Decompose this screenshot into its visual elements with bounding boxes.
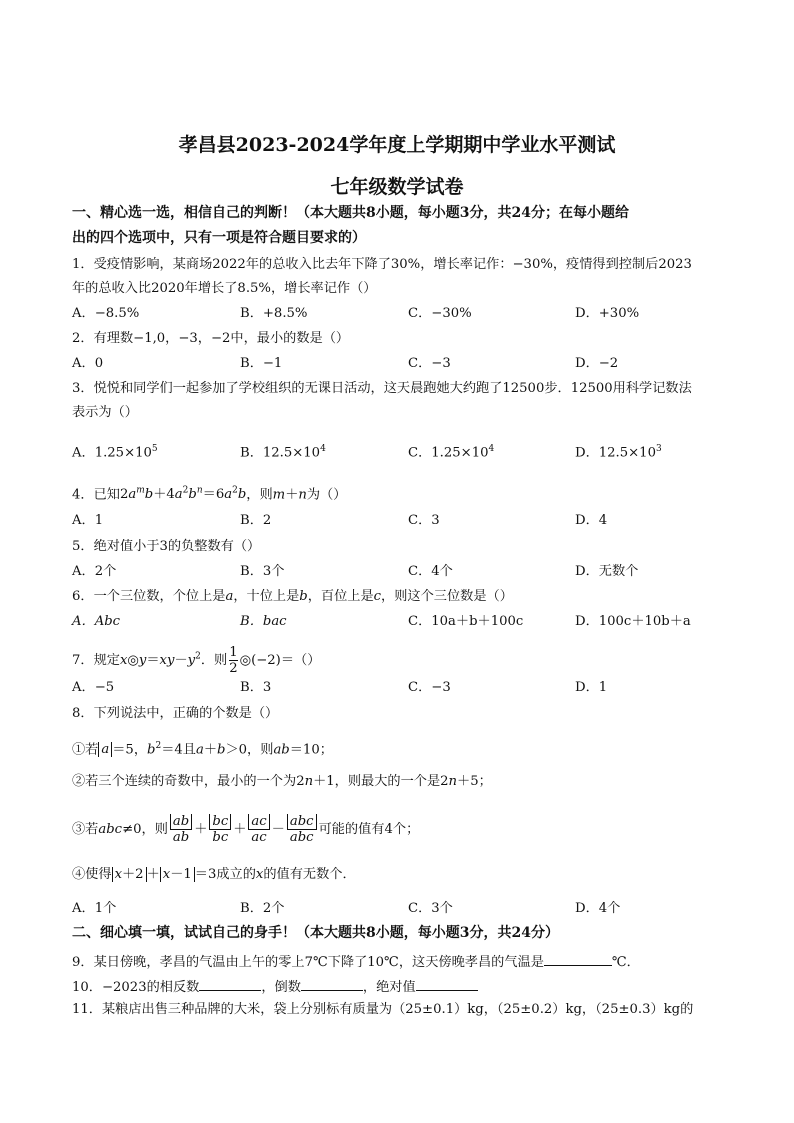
question-3-options <box>72 440 722 461</box>
question-2: 2．有理数−1,0，−3，−2中，最小的数是（） <box>72 331 350 346</box>
option-c: C．3 <box>408 513 440 528</box>
option-a: A．Abc <box>72 614 121 629</box>
option-b: B．3个 <box>240 564 285 579</box>
option-d: D．4个 <box>575 901 621 916</box>
section-2-heading: 二、细心填一填，试试自己的身手！（本大题共8小题，每小题3分，共24分） <box>72 925 559 941</box>
question-11: 11．某粮店出售三种品牌的大米，袋上分别标有质量为（25±0.1）kg，（25±0.2）kg，（25±0.3）kg的 <box>72 1002 694 1017</box>
option-c: C．4个 <box>408 564 453 579</box>
question-3: 3．悦悦和同学们一起参加了学校组织的无课日活动，这天晨跑她大约跑了12500步．12500用科学记数法 <box>72 381 692 396</box>
section-1-heading-cont: 出的四个选项中，只有一项是符合题目要求的） <box>72 230 366 246</box>
question-1: 1．受疫情影响，某商场2022年的总收入比去年下降了30%，增长率记作：−30%，疫情得到控制后2023 <box>72 257 692 272</box>
question-6-options <box>72 613 722 631</box>
option-d: D．4 <box>575 513 608 528</box>
option-d: D．$12.5\times 10^3$ <box>575 444 662 461</box>
option-b: B．2 <box>240 513 272 528</box>
option-d: D．+30% <box>575 306 640 321</box>
option-a: A．1个 <box>72 901 117 916</box>
option-c: C．10a＋b＋100c <box>408 614 524 629</box>
question-4: 4．已知$2a^mb+4a^2b^n=6a^2b$，则m＋n为（） <box>72 486 347 503</box>
option-b: B．bac <box>240 614 287 629</box>
answer-blank[interactable] <box>301 976 363 991</box>
section-1-heading: 一、精心选一选，相信自己的判断！（本大题共8小题，每小题3分，共24分；在每小题给 <box>72 205 629 221</box>
equation: $2a^mb+4a^2b^n=6a^2b$ <box>119 486 247 503</box>
statement-3: ③若abc≠0，则 $\frac{ab}{ab}$ ＋ $\frac{bc}{bc}$ ＋ $\frac{ac}{ac}$ － $\frac{\text{abc}}{\text{abc}}$ 可能的值有4个； <box>72 814 420 845</box>
question-4-options <box>72 512 722 530</box>
option-c: C．−3 <box>408 680 451 695</box>
option-d: D．100c＋10b＋a <box>575 614 691 629</box>
statement-1: ①若 a ＝5，$b^2=4$且a＋b＞0，则ab＝10； <box>72 741 333 758</box>
page-subtitle: 七年级数学试卷 <box>330 176 464 198</box>
answer-blank[interactable] <box>544 951 612 966</box>
question-8-options <box>72 900 722 918</box>
question-1-cont: 年的总收入比2020年增长了8.5%，增长率记作（） <box>72 281 377 296</box>
option-d: D．1 <box>575 680 608 695</box>
option-a: A．0 <box>72 356 104 371</box>
option-a: A．−5 <box>72 680 115 695</box>
option-c: C．−30% <box>408 306 472 321</box>
option-a: A．1 <box>72 513 104 528</box>
question-3-cont: 表示为（） <box>72 405 138 420</box>
answer-blank[interactable] <box>416 976 478 991</box>
question-10: 10．−2023的相反数 ，倒数 ，绝对值 <box>72 976 722 997</box>
question-5: 5．绝对值小于3的负整数有（） <box>72 539 261 554</box>
question-7-options <box>72 679 722 697</box>
question-9: 9．某日傍晚，孝昌的气温由上午的零上7℃下降了10℃，这天傍晚孝昌的气温是 ℃． <box>72 951 722 972</box>
option-b: B．$12.5\times 10^4$ <box>240 444 326 461</box>
question-7: 7．规定$x◎y=xy-y^2$．则 $\frac{1}{2}$ ◎(−2)＝（） <box>72 645 321 676</box>
fraction-half: $\frac{1}{2}$ <box>229 645 238 676</box>
question-1-options <box>72 305 722 323</box>
statement-4: ④使得 x＋2 ＋ x－1 ＝3成立的x的值有无数个． <box>72 867 356 882</box>
option-b: B．−1 <box>240 356 283 371</box>
option-b: B．+8.5% <box>240 306 308 321</box>
question-6: 6．一个三位数，个位上是a，十位上是b，百位上是c，则这个三位数是（） <box>72 589 513 604</box>
option-c: C．−3 <box>408 356 451 371</box>
option-b: B．3 <box>240 680 272 695</box>
option-c: C．$1.25\times 10^4$ <box>408 444 495 461</box>
question-2-options <box>72 355 722 373</box>
option-d: D．无数个 <box>575 564 639 579</box>
option-b: B．2个 <box>240 901 285 916</box>
answer-blank[interactable] <box>199 976 261 991</box>
option-a: A．2个 <box>72 564 117 579</box>
question-5-options <box>72 563 722 581</box>
statement-2: ②若三个连续的奇数中，最小的一个为2n＋1，则最大的一个是2n＋5； <box>72 774 492 789</box>
option-d: D．−2 <box>575 356 619 371</box>
option-c: C．3个 <box>408 901 453 916</box>
question-8: 8．下列说法中，正确的个数是（） <box>72 706 279 721</box>
option-a: A．−8.5% <box>72 306 140 321</box>
option-a: A．$1.25\times 10^5$ <box>72 444 158 461</box>
page-title: 孝昌县2023-2024学年度上学期期中学业水平测试 <box>178 134 616 156</box>
